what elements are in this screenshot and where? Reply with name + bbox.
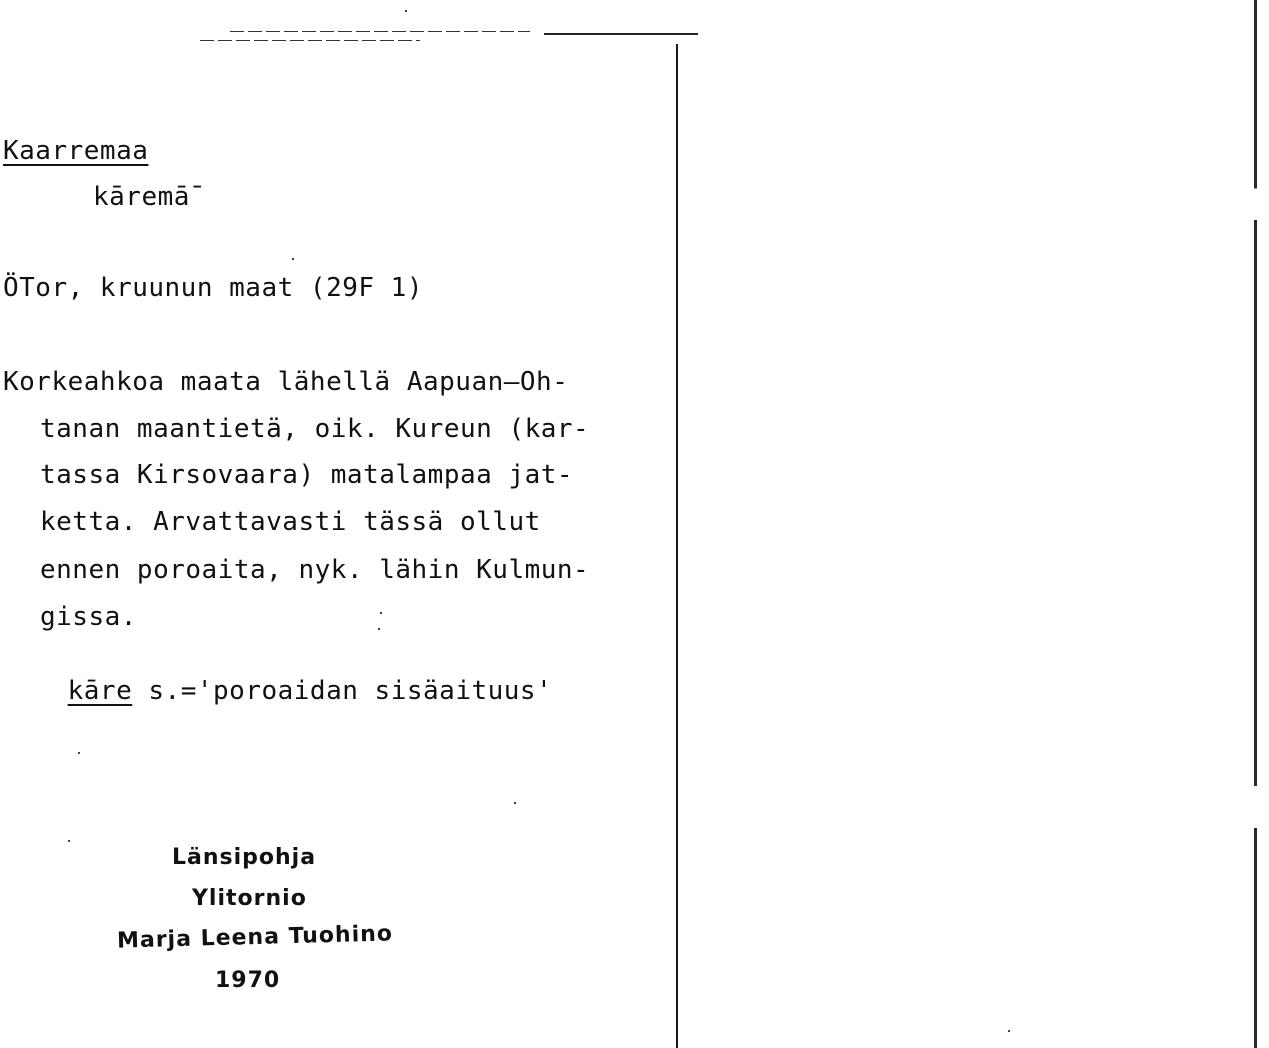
etymology-gloss: s.='poroaidan sisäaituus' [132,676,553,706]
description-line: gissa. [40,602,137,632]
pronunciation: kāremā̄ [93,182,190,212]
description-line: ennen poroaita, nyk. lähin Kulmun- [40,555,590,585]
description-line: ketta. Arvattavasti tässä ollut [40,507,541,537]
description-line: Korkeahkoa maata lähellä Aapuan—Oh- [3,367,569,397]
stamp-year: 1970 [215,968,281,993]
stamp-parish: Ylitornio [192,886,307,911]
top-rule [544,33,698,35]
card-edge-line [1254,0,1257,1048]
etymology-word: kāre [67,676,133,706]
scan-speck [78,752,80,754]
description-line: tassa Kirsovaara) matalampaa jat- [40,460,574,490]
stamp-region: Länsipohja [172,845,317,870]
top-rule-fragment [200,40,420,41]
scan-speck [514,802,516,804]
headword: Kaarremaa [3,136,149,166]
top-rule-fragment [230,31,530,32]
scan-speck [405,10,407,12]
scan-speck [292,258,294,260]
location-line: ÖTor, kruunun maat (29F 1) [3,273,423,303]
card-divider-line [676,44,678,1048]
description-line: tanan maantietä, oik. Kureun (kar- [40,414,590,444]
etymology-line [3,652,552,730]
scan-speck [380,612,382,614]
stamp-collector: Marja Leena Tuohino [116,921,394,954]
scan-speck [378,628,380,630]
scan-speck [1008,1030,1010,1032]
scan-speck [68,840,70,842]
